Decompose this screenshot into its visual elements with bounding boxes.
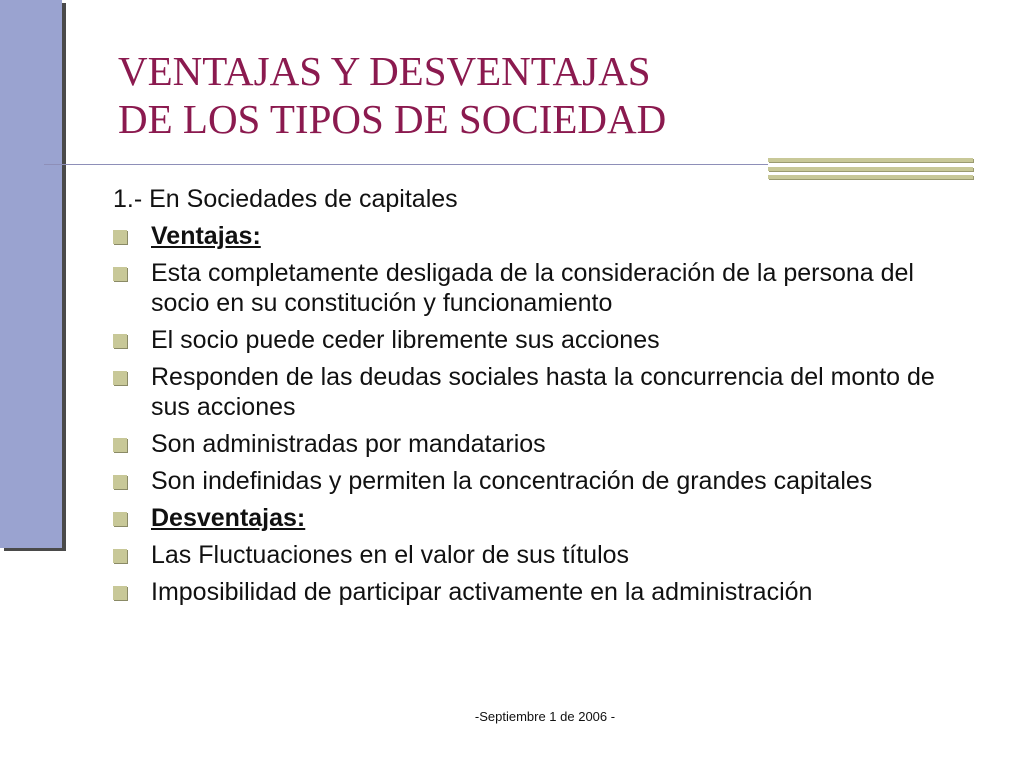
slide-title (118, 47, 938, 143)
bullet-item (113, 258, 943, 318)
bullet-item (113, 325, 943, 355)
bullet-text: Responden de las deudas sociales hasta la concurrencia del monto de sus acciones (151, 363, 935, 421)
square-bullet-icon (113, 438, 127, 452)
bullet-text: Desventajas: (151, 504, 306, 532)
title-line-1: VENTAJAS Y DESVENTAJAS (118, 48, 651, 94)
bullet-item-desventajas-heading (113, 503, 943, 533)
square-bullet-icon (113, 475, 127, 489)
footer-date: -Septiembre 1 de 2006 - (474, 709, 616, 724)
left-accent-bar (0, 0, 62, 548)
square-bullet-icon (113, 267, 127, 281)
title-line-2: DE LOS TIPOS DE SOCIEDAD (118, 96, 667, 142)
decorative-stripes (768, 158, 973, 180)
bullet-text: Son indefinidas y permiten la concentración de grandes capitales (151, 467, 873, 495)
bullet-text: Esta completamente desligada de la consideración de la persona del socio en su constitución y funcionamiento (151, 259, 914, 317)
square-bullet-icon (113, 549, 127, 563)
square-bullet-icon (113, 371, 127, 385)
bullet-item-ventajas-heading (113, 221, 943, 251)
bullet-text: Las Fluctuaciones en el valor de sus títulos (151, 541, 630, 569)
bullet-item (113, 577, 943, 607)
bullet-text: El socio puede ceder libremente sus acciones (151, 326, 660, 354)
bullet-list (113, 221, 943, 607)
square-bullet-icon (113, 586, 127, 600)
bullet-item (113, 540, 943, 570)
bullet-item (113, 429, 943, 459)
square-bullet-icon (113, 230, 127, 244)
bullet-item (113, 466, 943, 496)
slide-body (113, 184, 943, 614)
bullet-item (113, 362, 943, 422)
bullet-text: Son administradas por mandatarios (151, 430, 546, 458)
section-heading: 1.- En Sociedades de capitales (113, 185, 458, 213)
title-divider (44, 164, 768, 165)
square-bullet-icon (113, 334, 127, 348)
bullet-text: Ventajas: (151, 222, 261, 250)
square-bullet-icon (113, 512, 127, 526)
bullet-text: Imposibilidad de participar activamente en la administración (151, 578, 813, 606)
